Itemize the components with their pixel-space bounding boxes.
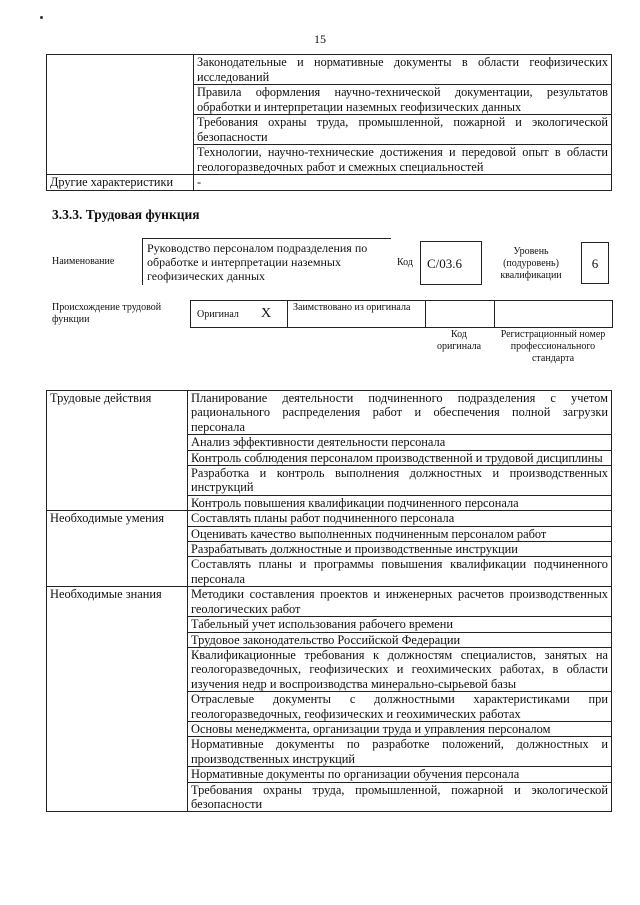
table-cell: Составлять планы и программы повышения квалификации подчиненного персонала xyxy=(188,557,612,587)
table-cell: Основы менеджмента, организации труда и управления персоналом xyxy=(188,721,612,736)
scan-speck xyxy=(40,16,43,19)
empty-label-cell xyxy=(47,55,194,175)
function-name: Руководство персоналом подразделения по обработке и интерпретации наземных геофизических данных xyxy=(147,241,368,283)
table-cell: Правила оформления научно-технической документации, результатов обработки и интерпретации наземных геофизических данных xyxy=(194,85,612,115)
table-cell: Табельный учет использования рабочего времени xyxy=(188,617,612,632)
table-row xyxy=(47,511,612,526)
group-label: Необходимые умения xyxy=(47,511,188,587)
level-box xyxy=(581,242,609,284)
original-box xyxy=(190,300,288,328)
table-cell: Разрабатывать должностные и производственные инструкции xyxy=(188,542,612,557)
original-mark: Х xyxy=(261,306,272,321)
table-cell: Оценивать качество выполненных подчиненным персоналом работ xyxy=(188,526,612,541)
borrowed-box xyxy=(287,300,426,328)
section-heading: 3.3.3. Трудовая функция xyxy=(52,207,200,222)
table-cell: Планирование деятельности подчиненного подразделения с учетом рационального распределения работ и обеспечения полной загрузки персонала xyxy=(188,391,612,435)
table-cell: Контроль соблюдения персоналом производственной и трудовой дисциплины xyxy=(188,450,612,465)
table-cell: Трудовое законодательство Российской Федерации xyxy=(188,632,612,647)
origin-label: Происхождение трудовой функции xyxy=(52,302,162,325)
labor-function-table xyxy=(46,390,612,812)
table-cell: Отраслевые документы с должностными характеристиками при геологоразведочных, геофизических и геохимических работах xyxy=(188,692,612,722)
code-value: С/03.6 xyxy=(427,256,463,271)
code-caption: Код оригинала xyxy=(436,329,482,352)
table-cell: Требования охраны труда, промышленной, пожарной и экологической безопасности xyxy=(188,782,612,812)
level-value: 6 xyxy=(591,256,599,271)
name-label: Наименование xyxy=(52,256,115,267)
code-box xyxy=(420,241,482,285)
borrowed-label: Заимствовано из оригинала xyxy=(293,302,411,313)
original-code-box xyxy=(425,300,495,328)
table-cell: Требования охраны труда, промышленной, пожарной и экологической безопасности xyxy=(194,115,612,145)
name-box xyxy=(142,238,391,285)
other-characteristics-value: - xyxy=(194,175,612,191)
table-cell: Контроль повышения квалификации подчиненного персонала xyxy=(188,495,612,510)
table-cell: Анализ эффективности деятельности персонала xyxy=(188,435,612,450)
top-knowledge-table xyxy=(46,54,612,191)
table-cell: Методики составления проектов и инженерных расчетов производственных геологических работ xyxy=(188,587,612,617)
table-cell: Законодательные и нормативные документы в области геофизических исследований xyxy=(194,55,612,85)
reg-caption: Регистрационный номер профессионального стандарта xyxy=(500,329,606,364)
page-number: 15 xyxy=(314,32,326,46)
table-cell: Нормативные документы по разработке положений, должностных и производственных инструкций xyxy=(188,737,612,767)
reg-number-box xyxy=(494,300,613,328)
table-cell: Нормативные документы по организации обучения персонала xyxy=(188,767,612,782)
table-row xyxy=(47,175,612,191)
table-row xyxy=(47,587,612,617)
code-label: Код xyxy=(397,257,413,268)
table-cell: Составлять планы работ подчиненного персонала xyxy=(188,511,612,526)
table-cell: Технологии, научно-технические достижения и передовой опыт в области геологоразведочных работ и смежных специальностей xyxy=(194,145,612,175)
table-cell: Разработка и контроль выполнения должностных и производственных инструкций xyxy=(188,466,612,496)
other-characteristics-label: Другие характеристики xyxy=(47,175,194,191)
original-label: Оригинал xyxy=(197,309,239,320)
group-label: Необходимые знания xyxy=(47,587,188,812)
group-label: Трудовые действия xyxy=(47,391,188,511)
table-row xyxy=(47,391,612,435)
table-cell: Квалификационные требования к должностям специалистов, занятых на геологоразведочных, геофизических и геохимических работах, в области изучения недр и воспроизводства минерально-сырьевой базы xyxy=(188,647,612,691)
level-label: Уровень (подуровень) квалификации xyxy=(500,246,562,281)
table-row xyxy=(47,55,612,85)
